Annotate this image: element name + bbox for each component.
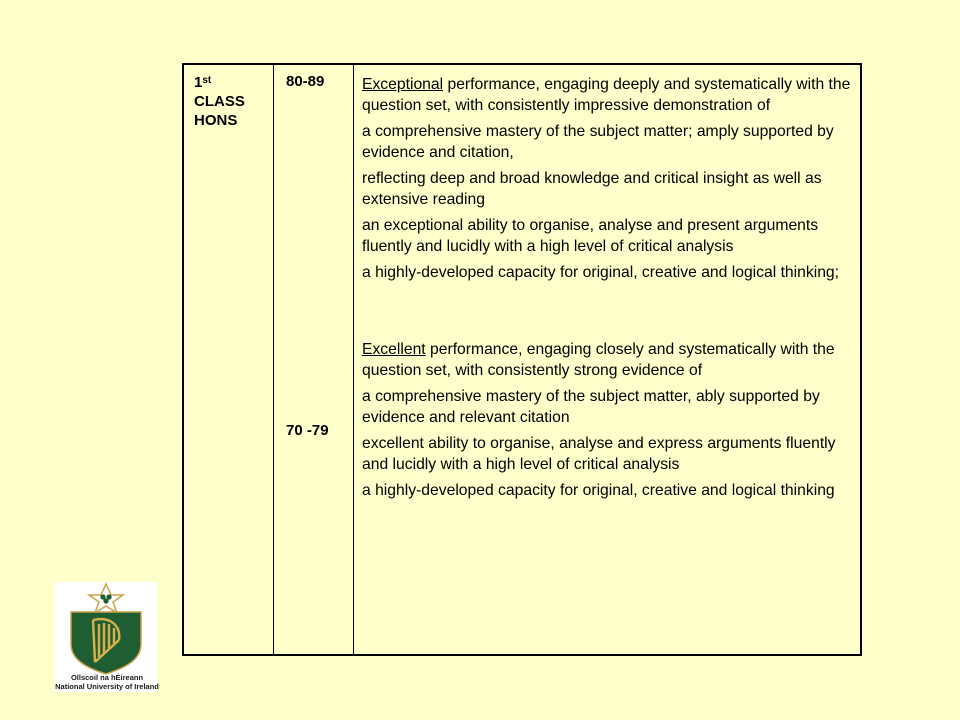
- band-range-1: 80-89: [286, 73, 325, 90]
- band-1-point: an exceptional ability to organise, analyse and present arguments fluently and lucidly with a high level of critical analysis: [362, 217, 819, 255]
- marks-column: [274, 65, 354, 654]
- logo-caption-english: National University of Ireland: [55, 682, 159, 691]
- band-1-intro: [362, 74, 852, 116]
- class-number: 1: [194, 74, 203, 91]
- band-1-lead-rest: performance, engaging deeply and systematically with the question set, with consistently impressive demonstration of: [362, 76, 851, 114]
- band-1-point: reflecting deep and broad knowledge and critical insight as well as extensive reading: [362, 170, 822, 208]
- logo-caption-irish: Ollscoil na hÉireann: [70, 673, 144, 682]
- class-superscript: st: [202, 75, 212, 86]
- class-word: CLASS: [194, 93, 245, 110]
- band-spacer: [362, 288, 852, 339]
- band-2-lead: Excellent: [362, 341, 426, 358]
- band-2-point: excellent ability to organise, analyse and express arguments fluently and lucidly with a high level of critical analysis: [362, 435, 836, 473]
- band-1-point: a highly-developed capacity for original, creative and logical thinking;: [362, 264, 840, 281]
- logo-caption: [52, 673, 162, 691]
- band-2-point: a comprehensive mastery of the subject matter, ably supported by evidence and relevant citation: [362, 388, 820, 426]
- band-2-point: a highly-developed capacity for original, creative and logical thinking: [362, 482, 835, 499]
- band-1-point: a comprehensive mastery of the subject matter; amply supported by evidence and citation,: [362, 123, 834, 161]
- description-column: [354, 65, 860, 654]
- class-hons: HONS: [194, 112, 238, 129]
- band-1-lead: Exceptional: [362, 76, 444, 93]
- band-range-2: 70 -79: [286, 422, 329, 439]
- class-title: [194, 73, 263, 92]
- band-2-lead-rest: performance, engaging closely and systematically with the question set, with consistently strong evidence of: [362, 341, 835, 379]
- band-2-intro: [362, 339, 852, 381]
- class-column: [184, 65, 274, 654]
- grading-table: [182, 63, 862, 656]
